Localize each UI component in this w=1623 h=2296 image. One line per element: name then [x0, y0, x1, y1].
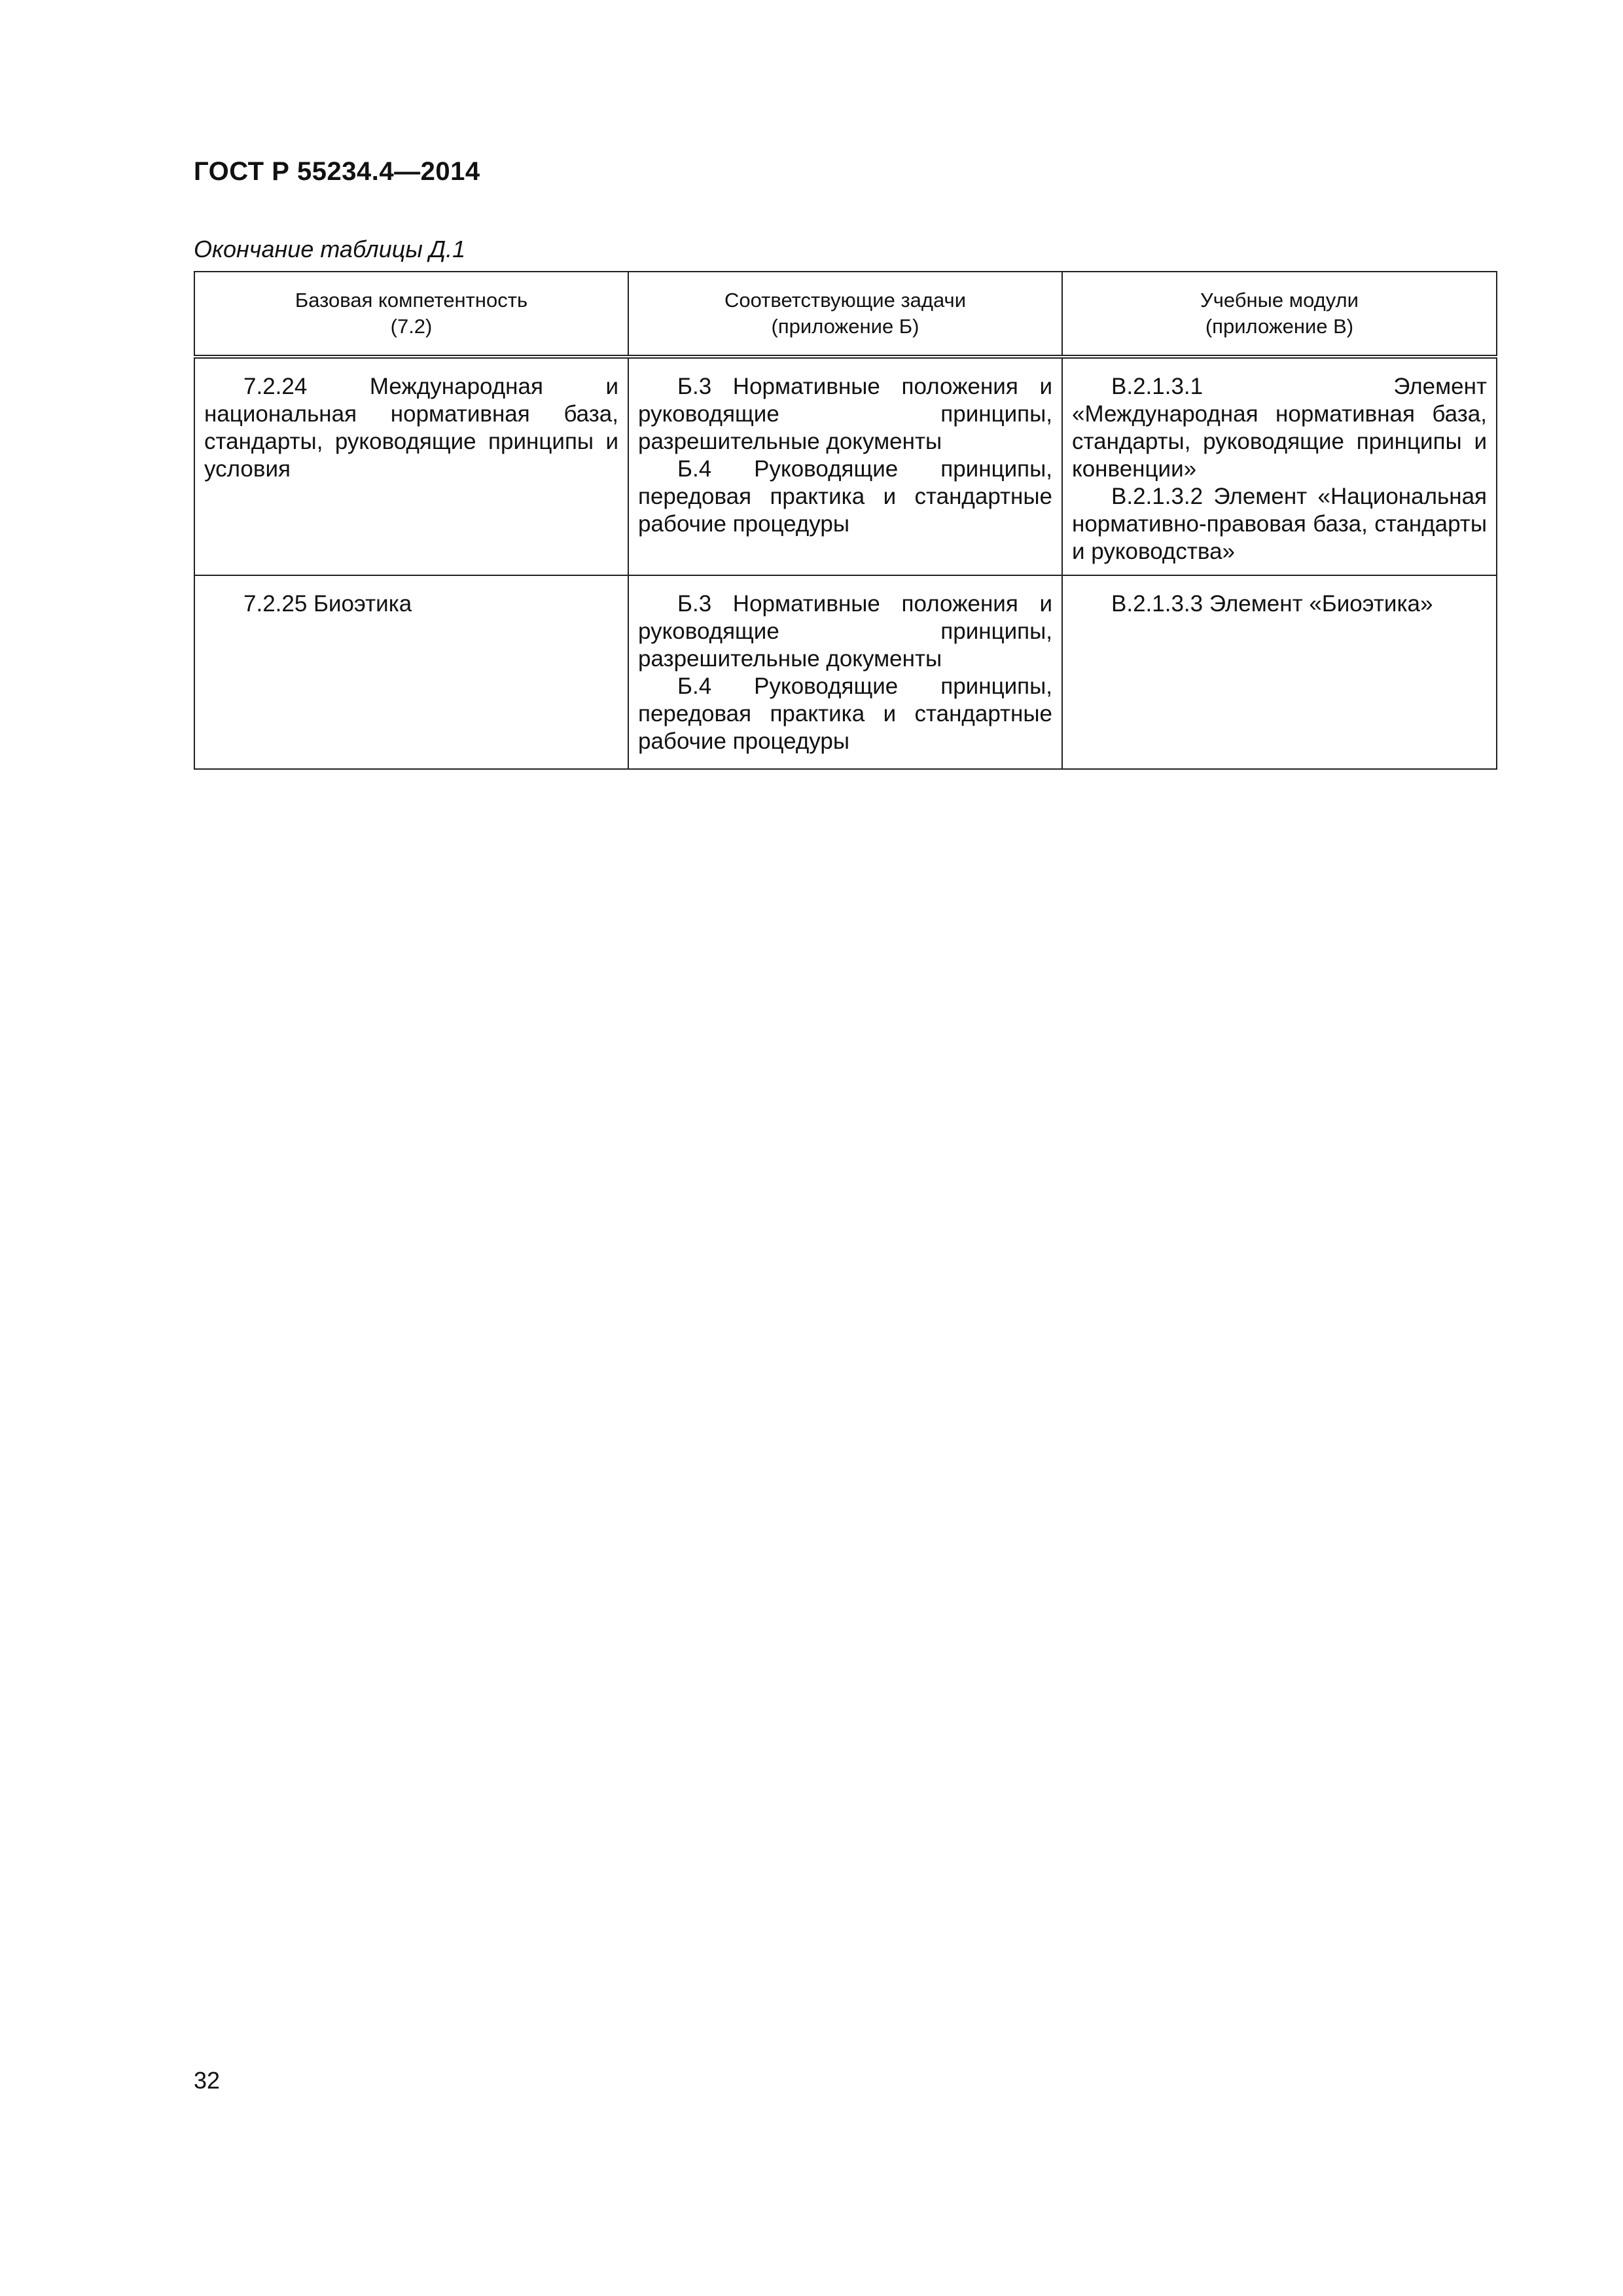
- table-row: [194, 575, 1497, 769]
- module-text: В.2.1.3.1 Элемент «Международная нормативная база, стандарты, руководящие принципы и конвенции»: [1072, 374, 1487, 482]
- column-header-ref: (приложение В): [1205, 315, 1354, 338]
- task-text: Б.3 Нормативные положения и руководящие принципы, разрешительные документы: [638, 591, 1052, 672]
- task-text: Б.4 Руководящие принципы, передовая практика и стандартные рабочие процедуры: [638, 673, 1052, 754]
- column-header-line: Базовая компетентность: [294, 289, 528, 312]
- cell-competency: [194, 357, 628, 575]
- column-header-competency: [194, 272, 628, 357]
- cell-modules: [1062, 575, 1497, 769]
- task-text: Б.4 Руководящие принципы, передовая практика и стандартные рабочие процедуры: [638, 456, 1052, 537]
- module-text: В.2.1.3.3 Элемент «Биоэтика»: [1111, 591, 1433, 617]
- column-header-tasks: [628, 272, 1062, 357]
- competency-table: [194, 271, 1497, 770]
- column-header-ref: (приложение Б): [771, 315, 919, 338]
- cell-modules: [1062, 357, 1497, 575]
- page-number: 32: [194, 2067, 221, 2094]
- cell-competency: [194, 575, 628, 769]
- table-row: [194, 357, 1497, 575]
- cell-tasks: [628, 575, 1062, 769]
- module-text: В.2.1.3.2 Элемент «Национальная нормативно-правовая база, стандарты и руководства»: [1072, 484, 1487, 564]
- column-header-line: Соответствующие задачи: [724, 289, 967, 312]
- column-header-line: Учебные модули: [1200, 289, 1359, 312]
- table-caption: Окончание таблицы Д.1: [194, 236, 466, 262]
- column-header-modules: [1062, 272, 1497, 357]
- competency-text: 7.2.24 Международная и национальная нормативная база, стандарты, руководящие принципы и условия: [204, 374, 618, 482]
- competency-text: 7.2.25 Биоэтика: [243, 591, 412, 617]
- cell-tasks: [628, 357, 1062, 575]
- task-text: Б.3 Нормативные положения и руководящие принципы, разрешительные документы: [638, 374, 1052, 454]
- column-header-ref: (7.2): [390, 315, 433, 338]
- table-container: [194, 271, 1496, 770]
- document-header: ГОСТ Р 55234.4—2014: [194, 157, 480, 186]
- table-header-row: [194, 272, 1497, 357]
